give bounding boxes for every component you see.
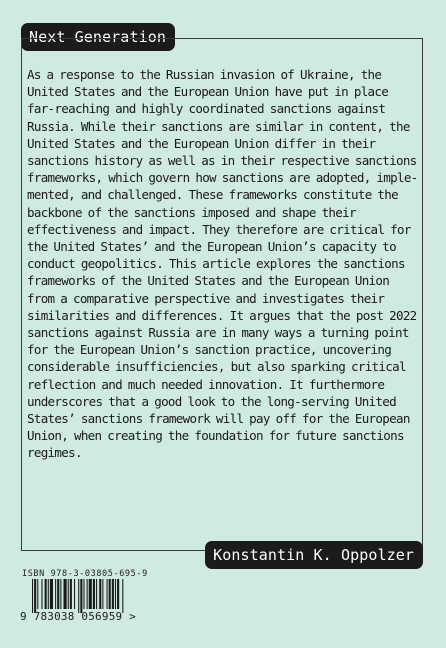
barcode-bar: [57, 579, 59, 609]
barcode-bar: [122, 579, 123, 613]
barcode-bar: [70, 579, 72, 609]
series-label: Next Generation: [21, 23, 175, 51]
barcode-bar: [96, 579, 97, 609]
barcode-bar: [32, 579, 33, 613]
barcode-bar: [83, 579, 84, 609]
barcode-bar: [48, 579, 49, 609]
barcode-bar: [50, 579, 53, 609]
barcode-bar: [102, 579, 103, 609]
barcode-bar: [68, 579, 69, 609]
barcode-bar: [89, 579, 92, 609]
barcode-bar: [55, 579, 56, 609]
barcode-bars: [20, 579, 160, 613]
barcode-bar: [117, 579, 119, 609]
barcode-bar: [74, 579, 75, 609]
isbn-label: ISBN 978-3-03805-695-9: [22, 569, 148, 579]
barcode-bar: [45, 579, 47, 609]
barcode-bar: [80, 579, 82, 613]
barcode-bar: [34, 579, 36, 613]
barcode-bar: [99, 579, 101, 609]
author-name: Konstantin K. Oppolzer: [205, 541, 423, 569]
barcode-bar: [115, 579, 116, 609]
barcode-bar: [60, 579, 61, 609]
barcode-bar: [87, 579, 88, 609]
back-cover-blurb: As a response to the Russian invasion of Ukraine, the United States and the European Union have put in place far-reaching and highly coordinated sanctions against Russia. While their sanctions are similar in content, the United States and the European Union differ in their sanctions history as well as in their respective sanctions frameworks, which govern how sanctions are adopted, implemented, and challenged. These frameworks constitute the backbone of the sanctions imposed and shape their effectiveness and impact. They therefore are critical for the United States’ and the European Union’s capacity to conduct geopolitics. This article explores the sanctions frameworks of the United States and the European Union from a comparative perspective and investigates their similarities and differences. It argues that the post 2022 sanctions against Russia are in many ways a turning point for the European Union’s sanction practice, uncovering considerable insufficiencies, but also sparking critical reflection and much needed innovation. It furthermore underscores that a good look to the long-serving United States’ sanctions framework will pay off for the European Union, when creating the foundation for future sanctions regimes.: [27, 67, 419, 461]
barcode-bar: [93, 579, 95, 609]
barcode-digits: 9 783038 056959 >: [20, 610, 136, 623]
barcode-bar: [41, 579, 42, 609]
barcode-bar: [107, 579, 108, 609]
barcode-bar: [64, 579, 67, 609]
barcode-bar: [109, 579, 111, 609]
barcode-bar: [112, 579, 114, 609]
barcode-bar: [78, 579, 79, 613]
barcode: [20, 579, 160, 631]
barcode-bar: [37, 579, 38, 609]
